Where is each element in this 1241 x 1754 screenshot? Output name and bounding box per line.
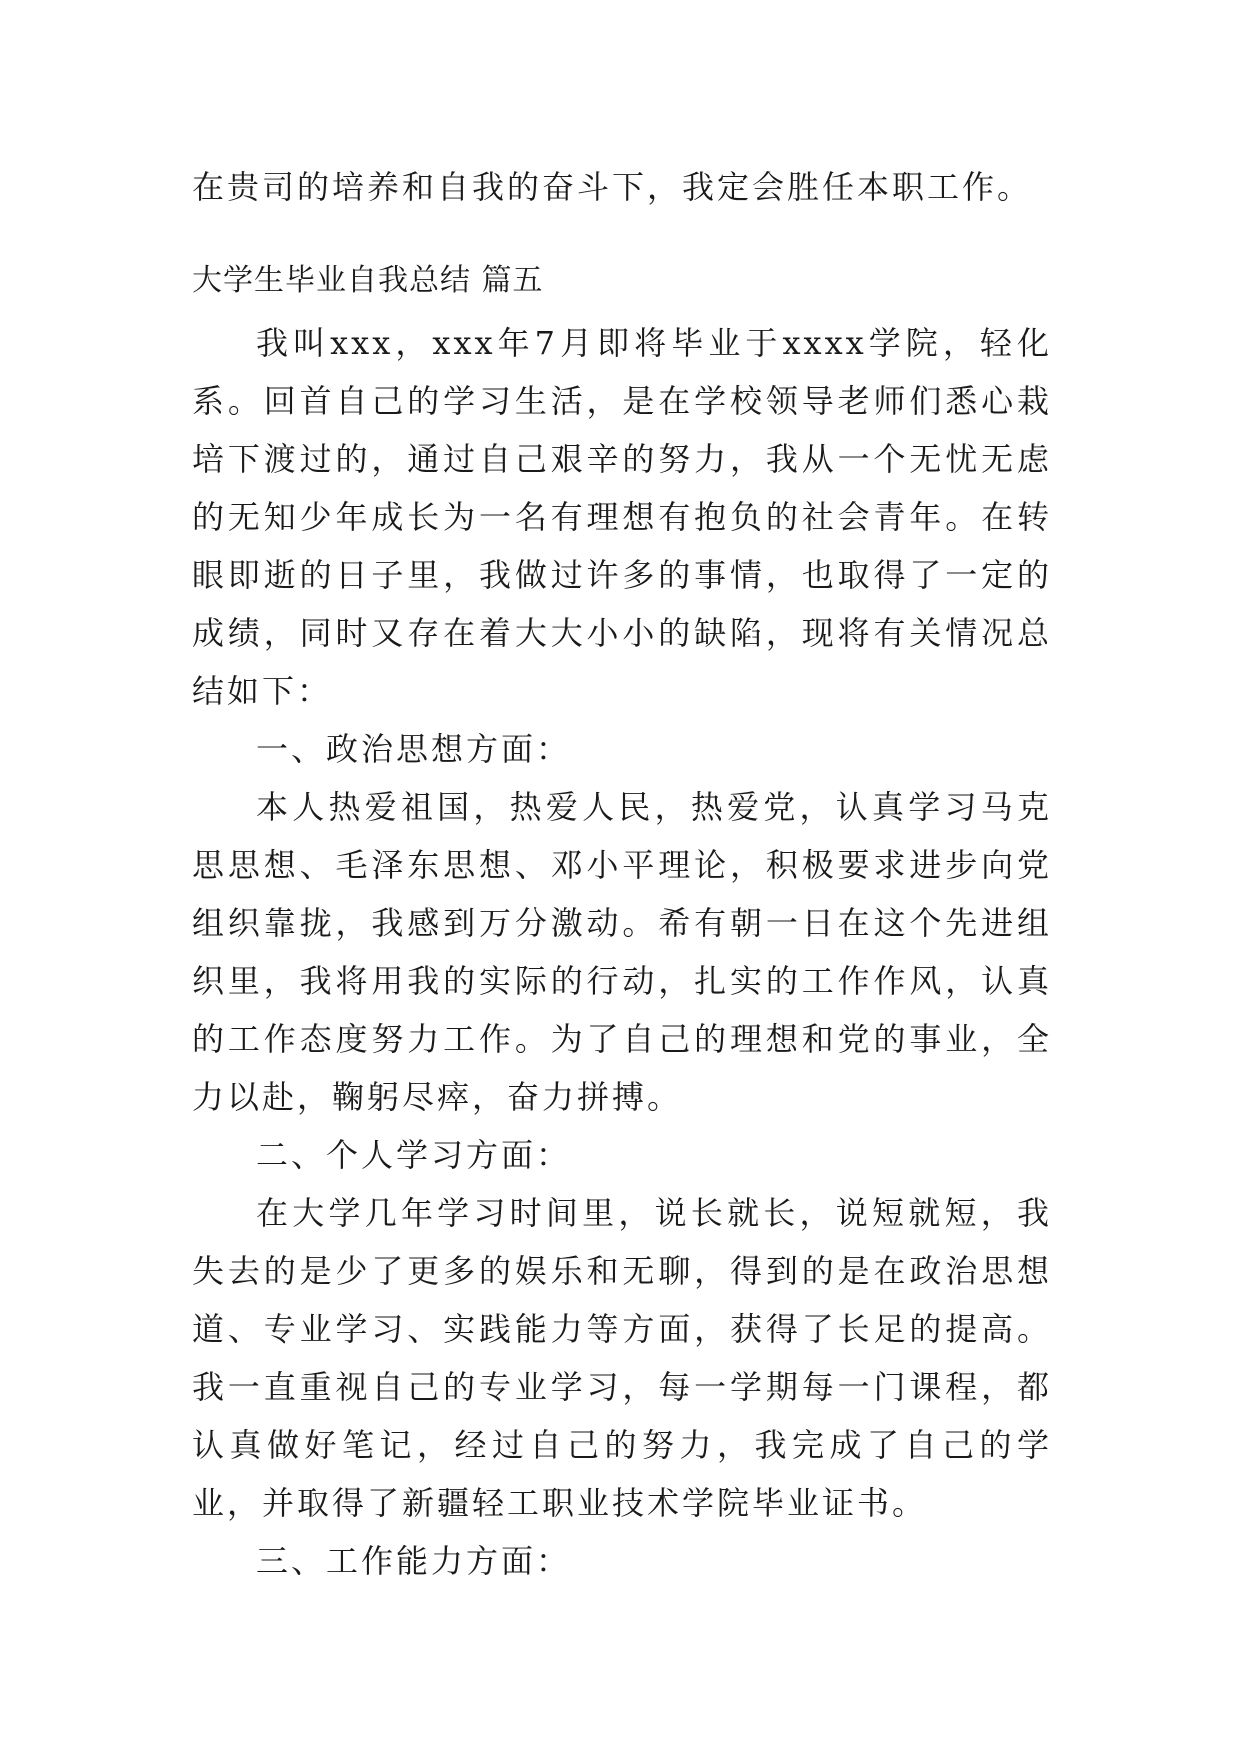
subheading-study: 二、个人学习方面：	[256, 1136, 572, 1174]
paragraph-study: 在大学几年学习时间里，说长就长，说短就短，我失去的是少了更多的娱乐和无聊，得到的是在政治思想道、专业学习、实践能力等方面，获得了长足的提高。我一直重视自己的专业学习，每一学期每一门课程，都认真做好笔记，经过自己的努力，我完成了自己的学业，并取得了新疆轻工职业技术学院毕业证书。	[192, 1194, 1052, 1522]
paragraph-introduction: 我叫xxx，xxx年7月即将毕业于xxxx学院，轻化系。回首自己的学习生活，是在学校领导老师们悉心栽培下渡过的，通过自己艰辛的努力，我从一个无忧无虑的无知少年成长为一名有理想有抱负的社会青年。在转眼即逝的日子里，我做过许多的事情，也取得了一定的成绩，同时又存在着大大小小的缺陷，现将有关情况总结如下：	[192, 324, 1052, 710]
subheading-work: 三、工作能力方面：	[256, 1542, 572, 1580]
paragraph-political: 本人热爱祖国，热爱人民，热爱党，认真学习马克思思想、毛泽东思想、邓小平理论，积极要求进步向党组织靠拢，我感到万分激动。希有朝一日在这个先进组织里，我将用我的实际的行动，扎实的工作作风，认真的工作态度努力工作。为了自己的理想和党的事业，全力以赴，鞠躬尽瘁，奋力拼搏。	[192, 788, 1052, 1116]
section-title: 大学生毕业自我总结 篇五	[192, 263, 544, 298]
document-body	[192, 158, 1052, 1590]
subheading-political: 一、政治思想方面：	[256, 730, 572, 768]
intro-tail-paragraph: 在贵司的培养和自我的奋斗下，我定会胜任本职工作。	[192, 168, 1033, 206]
